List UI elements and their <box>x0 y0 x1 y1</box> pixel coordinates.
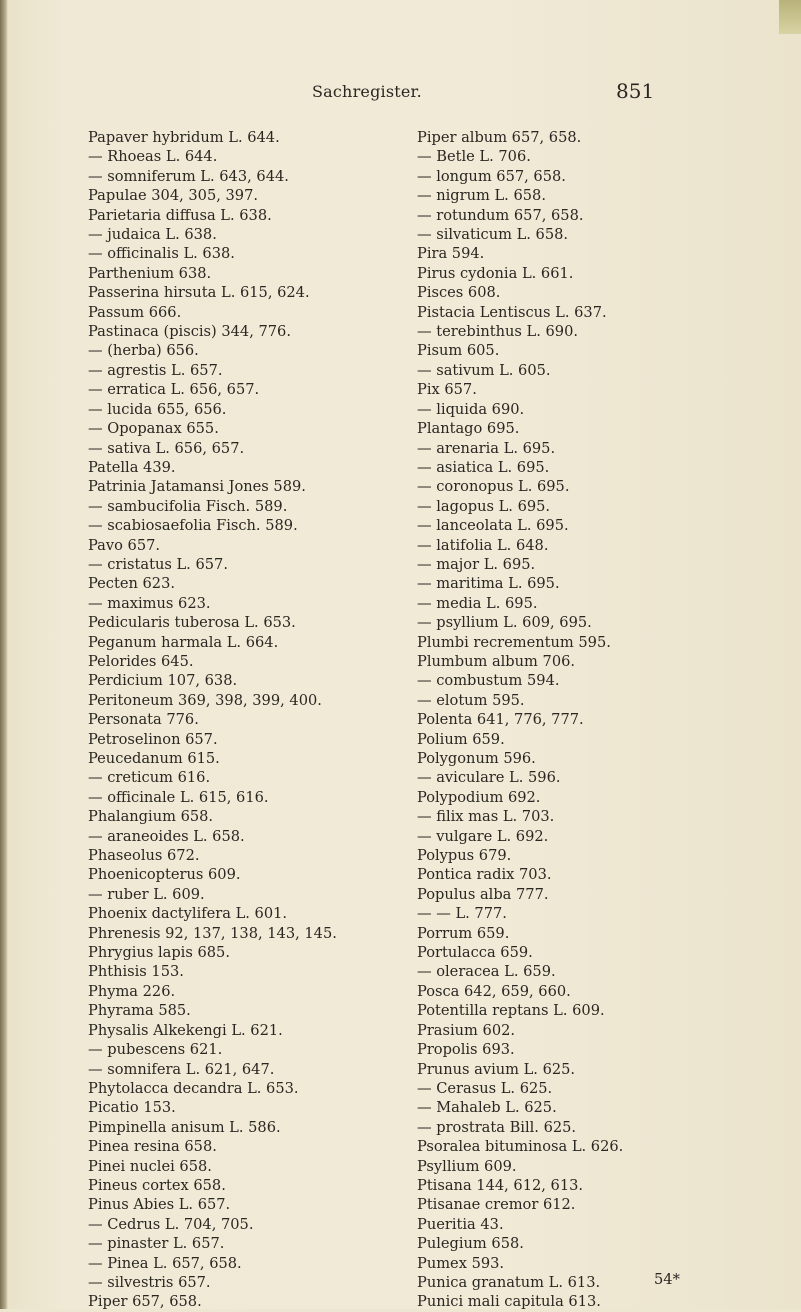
index-entry: — Opopanax 655. <box>88 420 219 438</box>
index-entry: — Cerasus L. 625. <box>417 1079 553 1097</box>
index-entry: — somniferum L. 643, 644. <box>88 167 289 185</box>
index-entry: — Betle L. 706. <box>417 148 531 166</box>
index-column-right <box>417 128 757 1312</box>
index-entry: — — L. 777. <box>417 905 507 923</box>
index-entry: — Cedrus L. 704, 705. <box>88 1215 254 1233</box>
index-entry: Pistacia Lentiscus L. 637. <box>417 303 607 321</box>
index-entry: Pisum 605. <box>417 342 500 360</box>
index-entry: Porrum 659. <box>417 924 510 942</box>
index-entry: Polygonum 596. <box>417 750 536 767</box>
index-entry: — sambucifolia Fisch. 589. <box>88 497 288 515</box>
index-entry: — oleracea L. 659. <box>417 963 556 981</box>
index-entry: Pirus cydonia L. 661. <box>417 264 574 282</box>
index-entry: Peritoneum 369, 398, 399, 400. <box>88 691 322 709</box>
index-entry: — araneoides L. 658. <box>88 827 245 845</box>
index-entry: Pineus cortex 658. <box>88 1176 226 1194</box>
index-entry: Punica granatum L. 613. <box>417 1273 601 1291</box>
index-entry: Portulacca 659. <box>417 944 533 962</box>
index-entry: Ptisanae cremor 612. <box>417 1196 576 1214</box>
index-entry: Plumbi recrementum 595. <box>417 633 611 651</box>
index-entry: Pisces 608. <box>417 284 501 302</box>
index-entry: Pedicularis tuberosa L. 653. <box>88 614 296 632</box>
index-entry: Phoenicopterus 609. <box>88 866 241 884</box>
index-entry: Prasium 602. <box>417 1021 516 1039</box>
index-entry: Phthisis 153. <box>88 963 184 981</box>
index-entry: — arenaria L. 695. <box>417 439 556 457</box>
index-entry: Pix 657. <box>417 381 477 399</box>
index-entry: — scabiosaefolia Fisch. 589. <box>88 517 298 535</box>
index-entry: — judaica L. 638. <box>88 226 217 244</box>
page-number: 851 <box>616 79 655 103</box>
index-entry: Pumex 593. <box>417 1254 505 1272</box>
index-entry: — maximus 623. <box>88 594 211 612</box>
index-entry: Pueritia 43. <box>417 1215 504 1233</box>
index-entry: — cristatus L. 657. <box>88 555 228 573</box>
index-entry: Passerina hirsuta L. 615, 624. <box>88 284 310 302</box>
index-entry: — pubescens 621. <box>88 1041 223 1059</box>
index-entry: — pinaster L. 657. <box>88 1235 225 1253</box>
index-entry: — lucida 655, 656. <box>88 400 227 418</box>
index-entry: Physalis Alkekengi L. 621. <box>88 1021 283 1039</box>
index-entry: Papulae 304, 305, 397. <box>88 187 259 205</box>
index-entry: Pelorides 645. <box>88 652 194 670</box>
index-entry: Ptisana 144, 612, 613. <box>417 1176 584 1194</box>
index-entry: — Mahaleb L. 625. <box>417 1099 557 1117</box>
index-entry: Potentilla reptans L. 609. <box>417 1002 605 1020</box>
index-entry: — erratica L. 656, 657. <box>88 381 260 399</box>
index-entry: Pinei nuclei 658. <box>88 1157 212 1175</box>
index-entry: — ruber L. 609. <box>88 885 205 903</box>
index-entry: Piper album 657, 658. <box>417 129 582 146</box>
index-entry: — media L. 695. <box>417 594 538 612</box>
index-entry: — officinalis L. 638. <box>88 245 235 263</box>
index-entry: — coronopus L. 695. <box>417 478 570 496</box>
index-entry: — aviculare L. 596. <box>417 769 561 787</box>
index-entry: — prostrata Bill. 625. <box>417 1118 577 1136</box>
index-entry: Prunus avium L. 625. <box>417 1060 576 1078</box>
index-entry: Parietaria diffusa L. 638. <box>88 206 272 224</box>
index-entry: Phyrama 585. <box>88 1002 191 1020</box>
index-entry: Propolis 693. <box>417 1041 515 1059</box>
index-entry: — elotum 595. <box>417 691 525 709</box>
index-entry: — longum 657, 658. <box>417 167 566 185</box>
index-entry: Polium 659. <box>417 730 505 748</box>
index-column-left <box>88 128 388 1312</box>
index-entry: — psyllium L. 609, 695. <box>417 614 592 632</box>
index-entry: — Pinea L. 657, 658. <box>88 1254 242 1272</box>
index-entry: — Rhoeas L. 644. <box>88 148 218 166</box>
index-entry: Plantago 695. <box>417 420 520 438</box>
index-entry: Parthenium 638. <box>88 264 212 282</box>
signature-mark: 54* <box>654 1271 680 1288</box>
index-entry: — sativum L. 605. <box>417 361 551 379</box>
index-entry: Perdicium 107, 638. <box>88 672 238 690</box>
index-entry: — creticum 616. <box>88 769 211 787</box>
index-entry: — nigrum L. 658. <box>417 187 546 205</box>
index-entry: Populus alba 777. <box>417 885 549 903</box>
index-entry: — asiatica L. 695. <box>417 458 550 476</box>
index-entry: Petroselinon 657. <box>88 730 218 748</box>
index-entry: — latifolia L. 648. <box>417 536 549 554</box>
index-entry: Polenta 641, 776, 777. <box>417 711 584 729</box>
index-entry: — silvestris 657. <box>88 1273 211 1291</box>
index-entry: Polypus 679. <box>417 847 512 865</box>
index-entry: — (herba) 656. <box>88 342 199 360</box>
book-spine-shadow <box>0 0 8 1309</box>
corner-tab <box>779 0 801 34</box>
index-entry: — agrestis L. 657. <box>88 361 223 379</box>
index-entry: — vulgare L. 692. <box>417 827 549 845</box>
index-entry: Posca 642, 659, 660. <box>417 982 571 1000</box>
index-entry: Pinea resina 658. <box>88 1138 217 1156</box>
index-entry: — lanceolata L. 695. <box>417 517 569 535</box>
index-entry: Passum 666. <box>88 303 182 321</box>
index-entry: Psyllium 609. <box>417 1157 517 1175</box>
index-entry: Peucedanum 615. <box>88 750 220 767</box>
index-entry: Pavo 657. <box>88 536 161 554</box>
index-entry: Papaver hybridum L. 644. <box>88 129 280 146</box>
index-entry: Phrenesis 92, 137, 138, 143, 145. <box>88 924 337 942</box>
index-entry: Pontica radix 703. <box>417 866 552 884</box>
index-entry: Phalangium 658. <box>88 808 214 826</box>
index-entry: — terebinthus L. 690. <box>417 323 579 341</box>
index-entry: Pecten 623. <box>88 575 176 593</box>
index-entry: Patrinia Jatamansi Jones 589. <box>88 478 306 496</box>
index-entry: Phrygius lapis 685. <box>88 944 230 962</box>
index-entry: — somnifera L. 621, 647. <box>88 1060 275 1078</box>
index-entry: Phytolacca decandra L. 653. <box>88 1079 299 1097</box>
index-entry: — officinale L. 615, 616. <box>88 788 269 806</box>
index-entry: Phoenix dactylifera L. 601. <box>88 905 288 923</box>
running-title: Sachregister. <box>312 82 422 101</box>
index-entry: — maritima L. 695. <box>417 575 560 593</box>
index-entry: — lagopus L. 695. <box>417 497 551 515</box>
index-entry: Pastinaca (piscis) 344, 776. <box>88 323 291 341</box>
index-entry: Plumbum album 706. <box>417 652 576 670</box>
index-entry: — rotundum 657, 658. <box>417 206 584 224</box>
index-entry: — major L. 695. <box>417 555 536 573</box>
index-entry: Pimpinella anisum L. 586. <box>88 1118 281 1136</box>
index-entry: Phaseolus 672. <box>88 847 200 865</box>
index-entry: — combustum 594. <box>417 672 560 690</box>
index-entry: — silvaticum L. 658. <box>417 226 569 244</box>
index-entry: Punici mali capitula 613. <box>417 1293 601 1311</box>
index-entry: Pinus Abies L. 657. <box>88 1196 231 1214</box>
index-entry: Phyma 226. <box>88 982 176 1000</box>
page-header <box>0 79 801 108</box>
index-entry: Pulegium 658. <box>417 1235 524 1253</box>
index-entry: — filix mas L. 703. <box>417 808 555 826</box>
index-entry: Piper 657, 658. <box>88 1293 202 1311</box>
index-entry: — liquida 690. <box>417 400 525 418</box>
index-entry: Peganum harmala L. 664. <box>88 633 279 651</box>
index-entry: Psoralea bituminosa L. 626. <box>417 1138 624 1156</box>
index-entry: — sativa L. 656, 657. <box>88 439 245 457</box>
index-entry: Pira 594. <box>417 245 485 263</box>
index-entry: Polypodium 692. <box>417 788 541 806</box>
index-entry: Patella 439. <box>88 458 176 476</box>
index-entry: Personata 776. <box>88 711 199 729</box>
index-entry: Picatio 153. <box>88 1099 176 1117</box>
